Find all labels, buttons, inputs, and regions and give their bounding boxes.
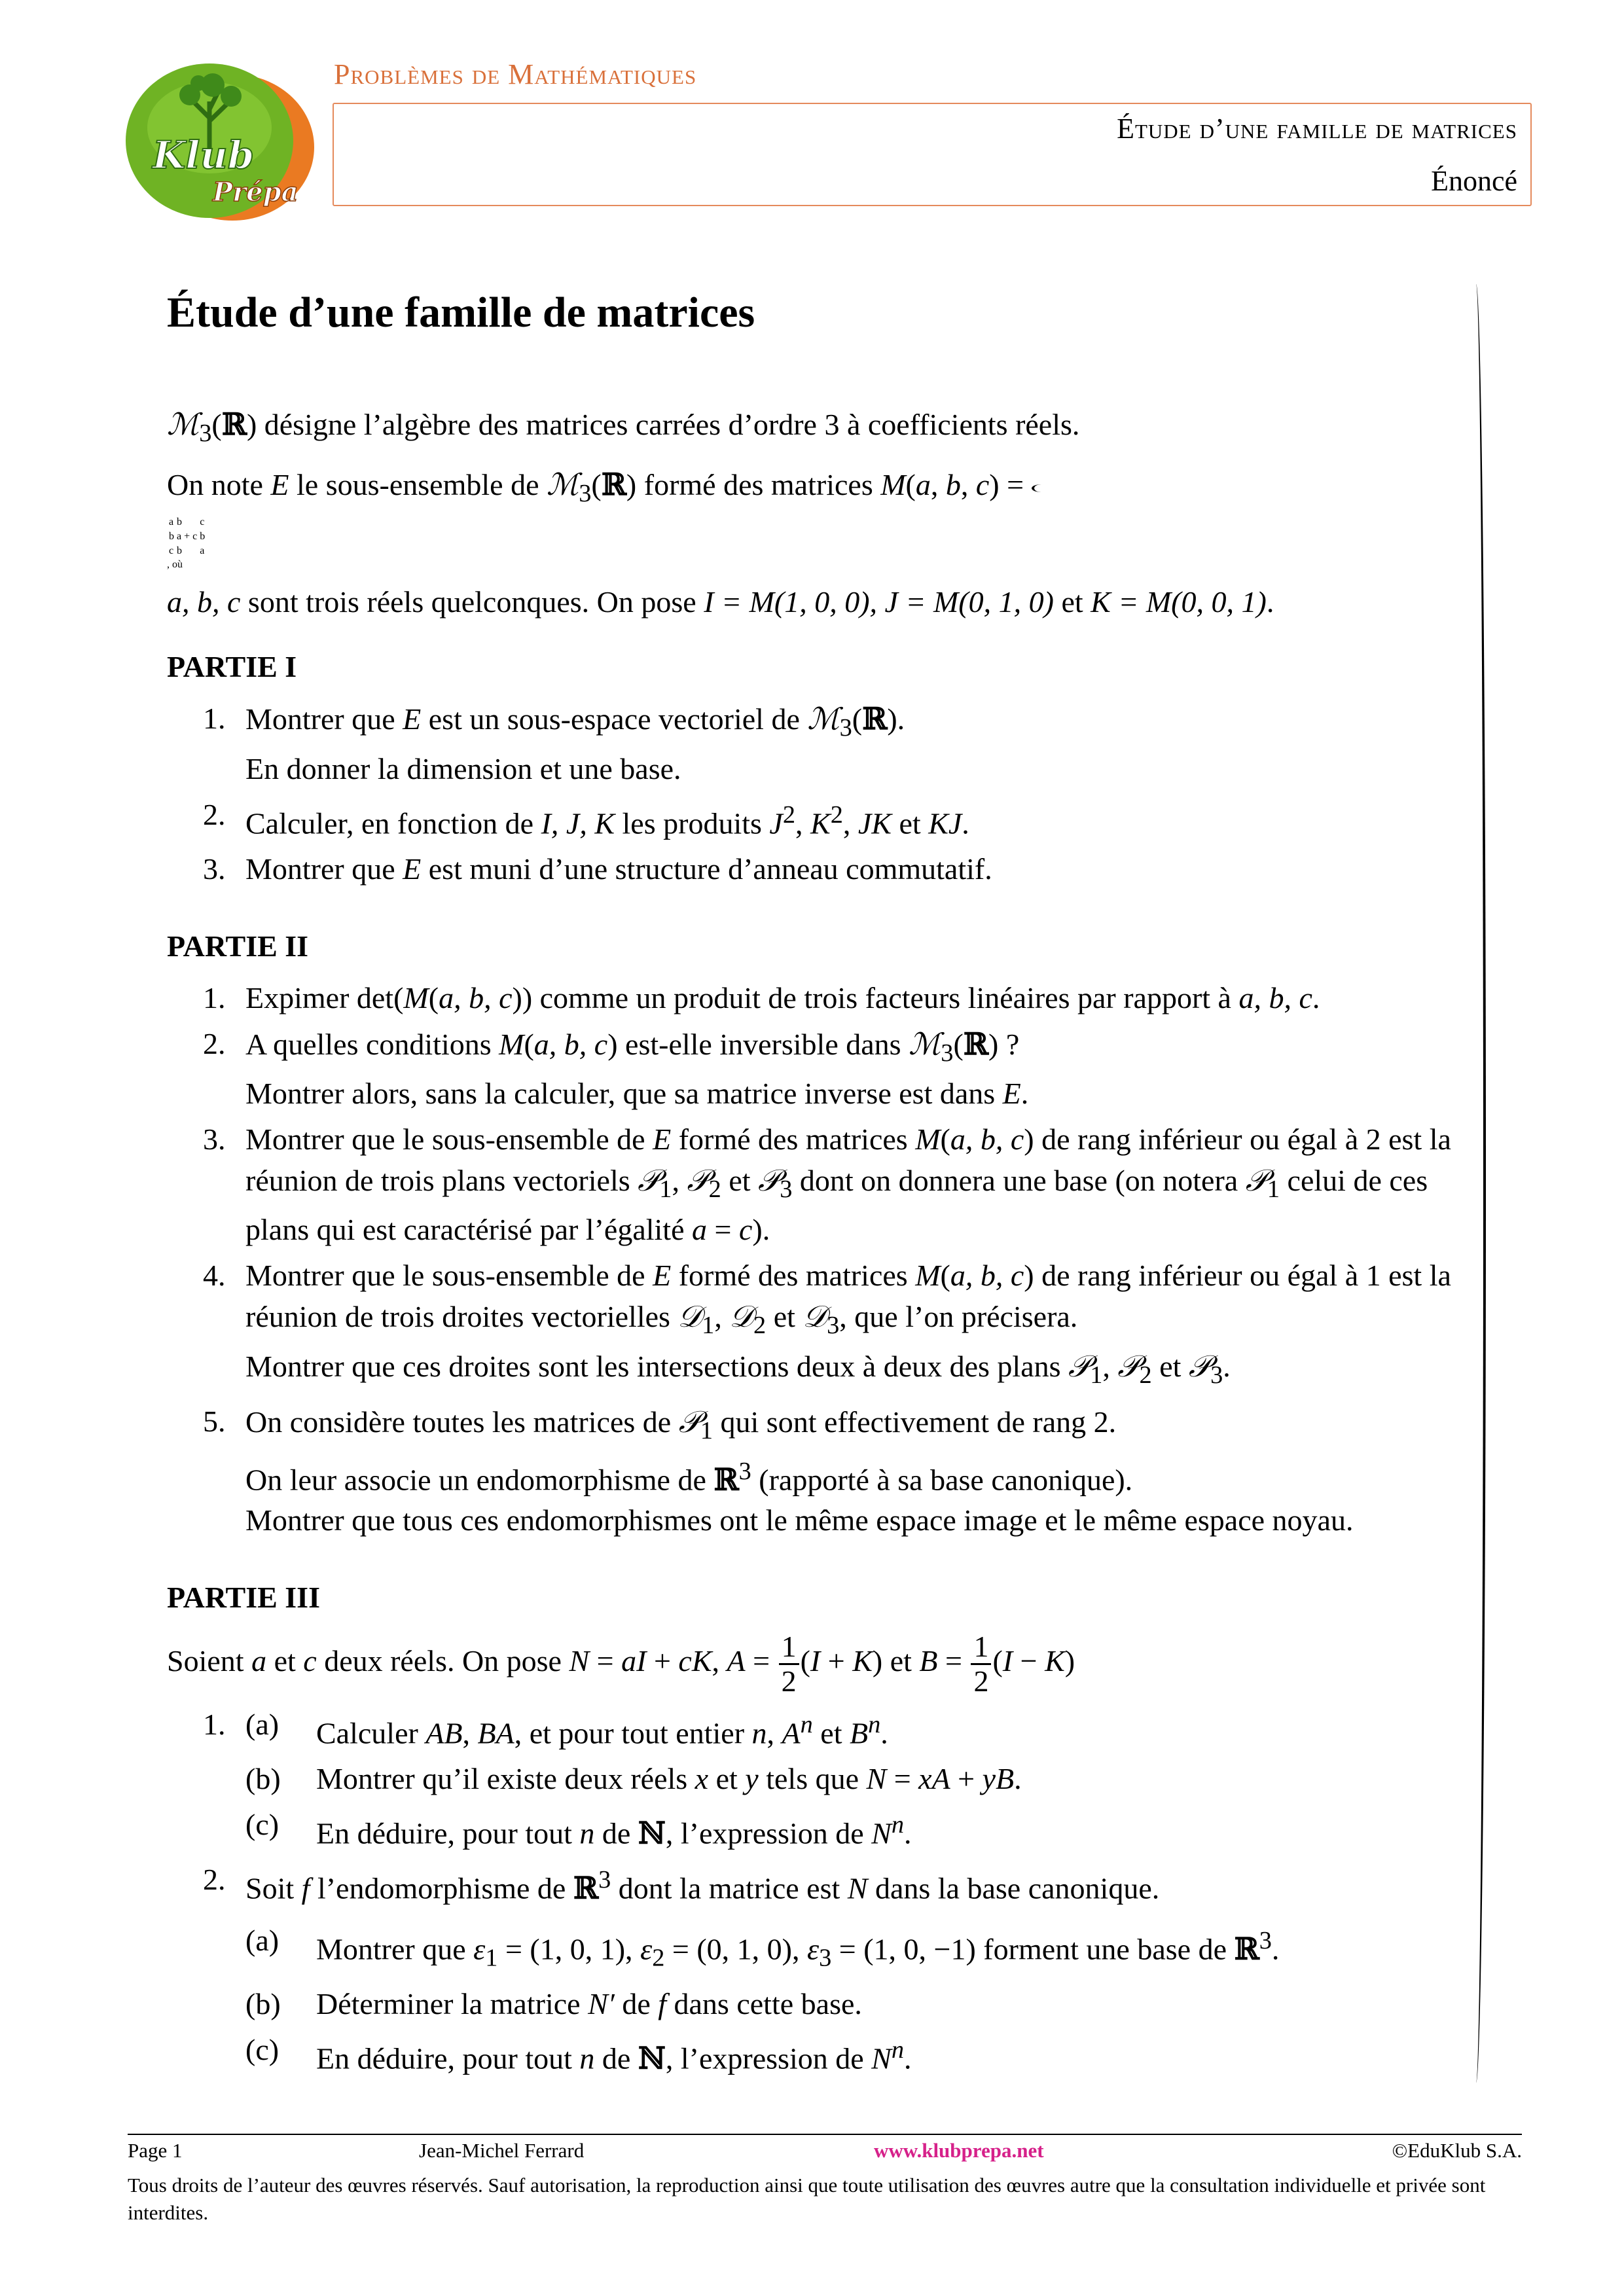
- footer-author: Jean-Michel Ferrard: [419, 2139, 585, 2162]
- fraction-one-half: $\frac{1}{2}$: [779, 1630, 799, 1698]
- footer-rights-notice: Tous droits de l’auteur des œuvres réservés. Sauf autorisation, la reproduction ainsi que toute utilisation des œuvres autre que la consultation individuelle et privée sont interdites.: [128, 2174, 1486, 2224]
- list-item: 3. Montrer que le sous-ensemble de E formé des matrices M(a, b, c) de rang inférieur ou égal à 2 est la réunion de trois plans vectoriels 𝒫$_1$, 𝒫$_2$ et 𝒫$_3$ dont on donnera une base (on notera 𝒫$_1$ celui de ces plans qui est caractérisé par l’égalité a = c).: [203, 1122, 1451, 1247]
- list-item: 2. Soit f l’endomorphisme de ℝ$^3$ dont la matrice est N dans la base canonique. (a) Montrer que $\varepsilon_1 = (1$, 0, 1), $\varepsilon_2 = (0$, 1, 0), $\varepsilon_3 = (1$, 0, −1) forment une base de ℝ$^3$. (b) Déterminer la matrice N′ de f dans cette base. (c) En déduire, pour tout n de ℕ, l’expression de $N^n$.: [167, 1859, 1486, 2079]
- part-1-list: [167, 698, 1486, 889]
- list-item: 5. On considère toutes les matrices de 𝒫$_1$ qui sont effectivement de rang 2. On leur associe un endomorphisme de ℝ$^3$ (rapporté à sa base canonique). Montrer que tous ces endomorphismes ont le même espace image et le même espace noyau.: [203, 1403, 1354, 1537]
- list-item: 1. (a) Calculer AB, BA, et pour tout entier n, $A^n$ et $B^n$. (b) Montrer qu’il existe deux réels x et y tels que N = xA + yB. (c) En déduire, pour tout n de ℕ, l’expression de $N^n$.: [167, 1704, 1486, 1854]
- svg-text:Klub: Klub: [153, 133, 255, 177]
- list-item: 3. Montrer que E est muni d’une structure d’anneau commutatif.: [203, 852, 992, 886]
- header-title: Étude d’une famille de matrices: [1117, 113, 1517, 145]
- part-1-heading: PARTIE I: [167, 650, 297, 684]
- document-body: Étude d’une famille de matrices ℳ$_3$(ℝ) désigne l’algèbre des matrices carrées d’ordre 3 à coefficients réels. On note E le sous-ensemble de ℳ$_3$(ℝ) formé des matrices M(a, b, c) = a b c b a + c b c b a , où a, b, c sont trois réels quelconques. On pose I = M(1, 0, 0), J = M(0, 1, 0) et K = M(0, 0, 1). PARTIE I 1. Montrer que E est un sous-espace vectoriel de ℳ$_3$(ℝ). En donner la dimension et une base. 2. Calculer, en fonction de I, J, K les produits $J^2$, $K^2$, JK et KJ. 3. Montrer que E est muni d’une structure d’anneau commutatif. PARTIE II 1. Expimer det(M(a, b, c)) comme un produit de trois facteurs linéaires par rapport à a, b, c. 2. A quelles conditions M(a, b, c) est-elle inversible dans ℳ$_3$(ℝ) ? Montrer alors, sans la calculer, que sa matrice inverse est dans E. 3. Montrer que le sous-ensemble de E formé des matrices M(a, b, c) de rang inférieur ou égal à 2 est la réunion de trois plans vectoriels 𝒫$_1$, 𝒫$_2$ et 𝒫$_3$ dont on donnera une base (on notera 𝒫$_1$ celui de ces plans qui est caractérisé par l’égalité a = c). 4. Montrer que le sous-ensemble de E formé des matrices M(a, b, c) de rang inférieur ou égal à 1 est la réunion de trois droites vectorielles 𝒟$_1$, 𝒟$_2$ et 𝒟$_3$, que l’on précisera. Montrer que ces droites sont les intersections deux à deux des plans 𝒫$_1$, 𝒫$_2$ et 𝒫$_3$. 5. On considère toutes les matrices de 𝒫$_1$ qui sont effectivement de rang 2. On leur associe un endomorphisme de ℝ$^3$ (rapporté à sa base canonique). Montrer que tous ces endomorphismes ont le même espace image et le même espace noyau. PARTIE III Soient a et c deux réels. On pose N = aI + cK, A = $\frac{1}{2}$ (I + K) et B = $\frac{1}{2}$ (I − K) 1. (a) Calculer AB, BA, et pour tout entier n, $A^n$ et $B^n$. (b) Montrer qu’il existe deux réels x et y tels que N = xA + yB. (c) En déduire, pour tout n de ℕ, l’expression de $N^n$. 2. Soit f l’endomorphisme de ℝ$^3$ dont la matrice est N dans la base canonique. (a) Montrer que $\varepsilon_1 = (1$, 0, 1), $\varepsilon_2 = (0$, 1, 0), $\varepsilon_3 = (1$, 0, −1) forment une base de ℝ$^3$. (b) Déterminer la matrice N′ de f dans cette base. (c) En déduire, pour tout n de ℕ, l’expression de $N^n$.: [167, 288, 1486, 2079]
- klub-prepa-logo: [115, 56, 317, 226]
- intro-line-1: ℳ$_3$(ℝ) désigne l’algèbre des matrices carrées d’ordre 3 à coefficients réels.: [167, 406, 1080, 448]
- list-item: 4. Montrer que le sous-ensemble de E formé des matrices M(a, b, c) de rang inférieur ou égal à 1 est la réunion de trois droites vectorielles 𝒟$_1$, 𝒟$_2$ et 𝒟$_3$, que l’on précisera. Montrer que ces droites sont les intersections deux à deux des plans 𝒫$_1$, 𝒫$_2$ et 𝒫$_3$.: [203, 1259, 1451, 1390]
- svg-text:Prépa: Prépa: [213, 177, 298, 207]
- intro-line-2: On note E le sous-ensemble de ℳ$_3$(ℝ) formé des matrices M(a, b, c) =: [167, 463, 1486, 514]
- sub-item: (a) Calculer AB, BA, et pour tout entier n, $A^n$ et $B^n$.: [245, 1708, 888, 1750]
- list-item: 1. Expimer det(M(a, b, c)) comme un produit de trois facteurs linéaires par rapport à a, b, c.: [203, 980, 1320, 1014]
- intro-line-3: a, b, c sont trois réels quelconques. On pose I = M(1, 0, 0), J = M(0, 1, 0) et K = M(0, 0, 1).: [167, 585, 1274, 619]
- list-item: 1. Montrer que E est un sous-espace vectoriel de ℳ$_3$(ℝ). En donner la dimension et une base.: [203, 701, 905, 785]
- sub-item: (b) Déterminer la matrice N′ de f dans cette base.: [245, 1986, 862, 2020]
- part-3-intro: Soient a et c deux réels. On pose N = aI + cK, A = $\frac{1}{2}$ (I + K) et B = $\frac{1}{2}$ (I − K): [167, 1630, 1075, 1698]
- footer-site-link[interactable]: www.klubprepa.net: [874, 2139, 1044, 2162]
- sub-item: (b) Montrer qu’il existe deux réels x et y tels que N = xA + yB.: [245, 1762, 1022, 1796]
- header-subtitle: Énoncé: [1431, 165, 1517, 197]
- part-3-heading: PARTIE III: [167, 1581, 320, 1615]
- footer-rule: [128, 2134, 1522, 2135]
- footer-page-number: Page 1: [128, 2139, 183, 2162]
- part-2-list: [167, 978, 1486, 1541]
- part-3-list: [167, 1704, 1486, 2079]
- sub-item: (c) En déduire, pour tout n de ℕ, l’expression de $N^n$.: [245, 2032, 912, 2075]
- document-title: Étude d’une famille de matrices: [167, 289, 755, 336]
- list-item: 2. A quelles conditions M(a, b, c) est-elle inversible dans ℳ$_3$(ℝ) ? Montrer alors, sans la calculer, que sa matrice inverse est dans E.: [203, 1026, 1029, 1111]
- footer-copyright: ©EduKlub S.A.: [1392, 2139, 1522, 2162]
- series-title: Problèmes de Mathématiques: [334, 58, 697, 90]
- sub-item: (c) En déduire, pour tout n de ℕ, l’expression de $N^n$.: [245, 1808, 912, 1851]
- header-box: [333, 103, 1532, 206]
- list-item: 2. Calculer, en fonction de I, J, K les produits $J^2$, $K^2$, JK et KJ.: [203, 797, 969, 840]
- sub-item: (a) Montrer que $\varepsilon_1 = (1$, 0, 1), $\varepsilon_2 = (0$, 1, 0), $\varepsilon_3 = (1$, 0, −1) forment une base de ℝ$^3$.: [245, 1924, 1280, 1972]
- part-2-heading: PARTIE II: [167, 929, 309, 963]
- fraction-one-half: $\frac{1}{2}$: [971, 1630, 991, 1698]
